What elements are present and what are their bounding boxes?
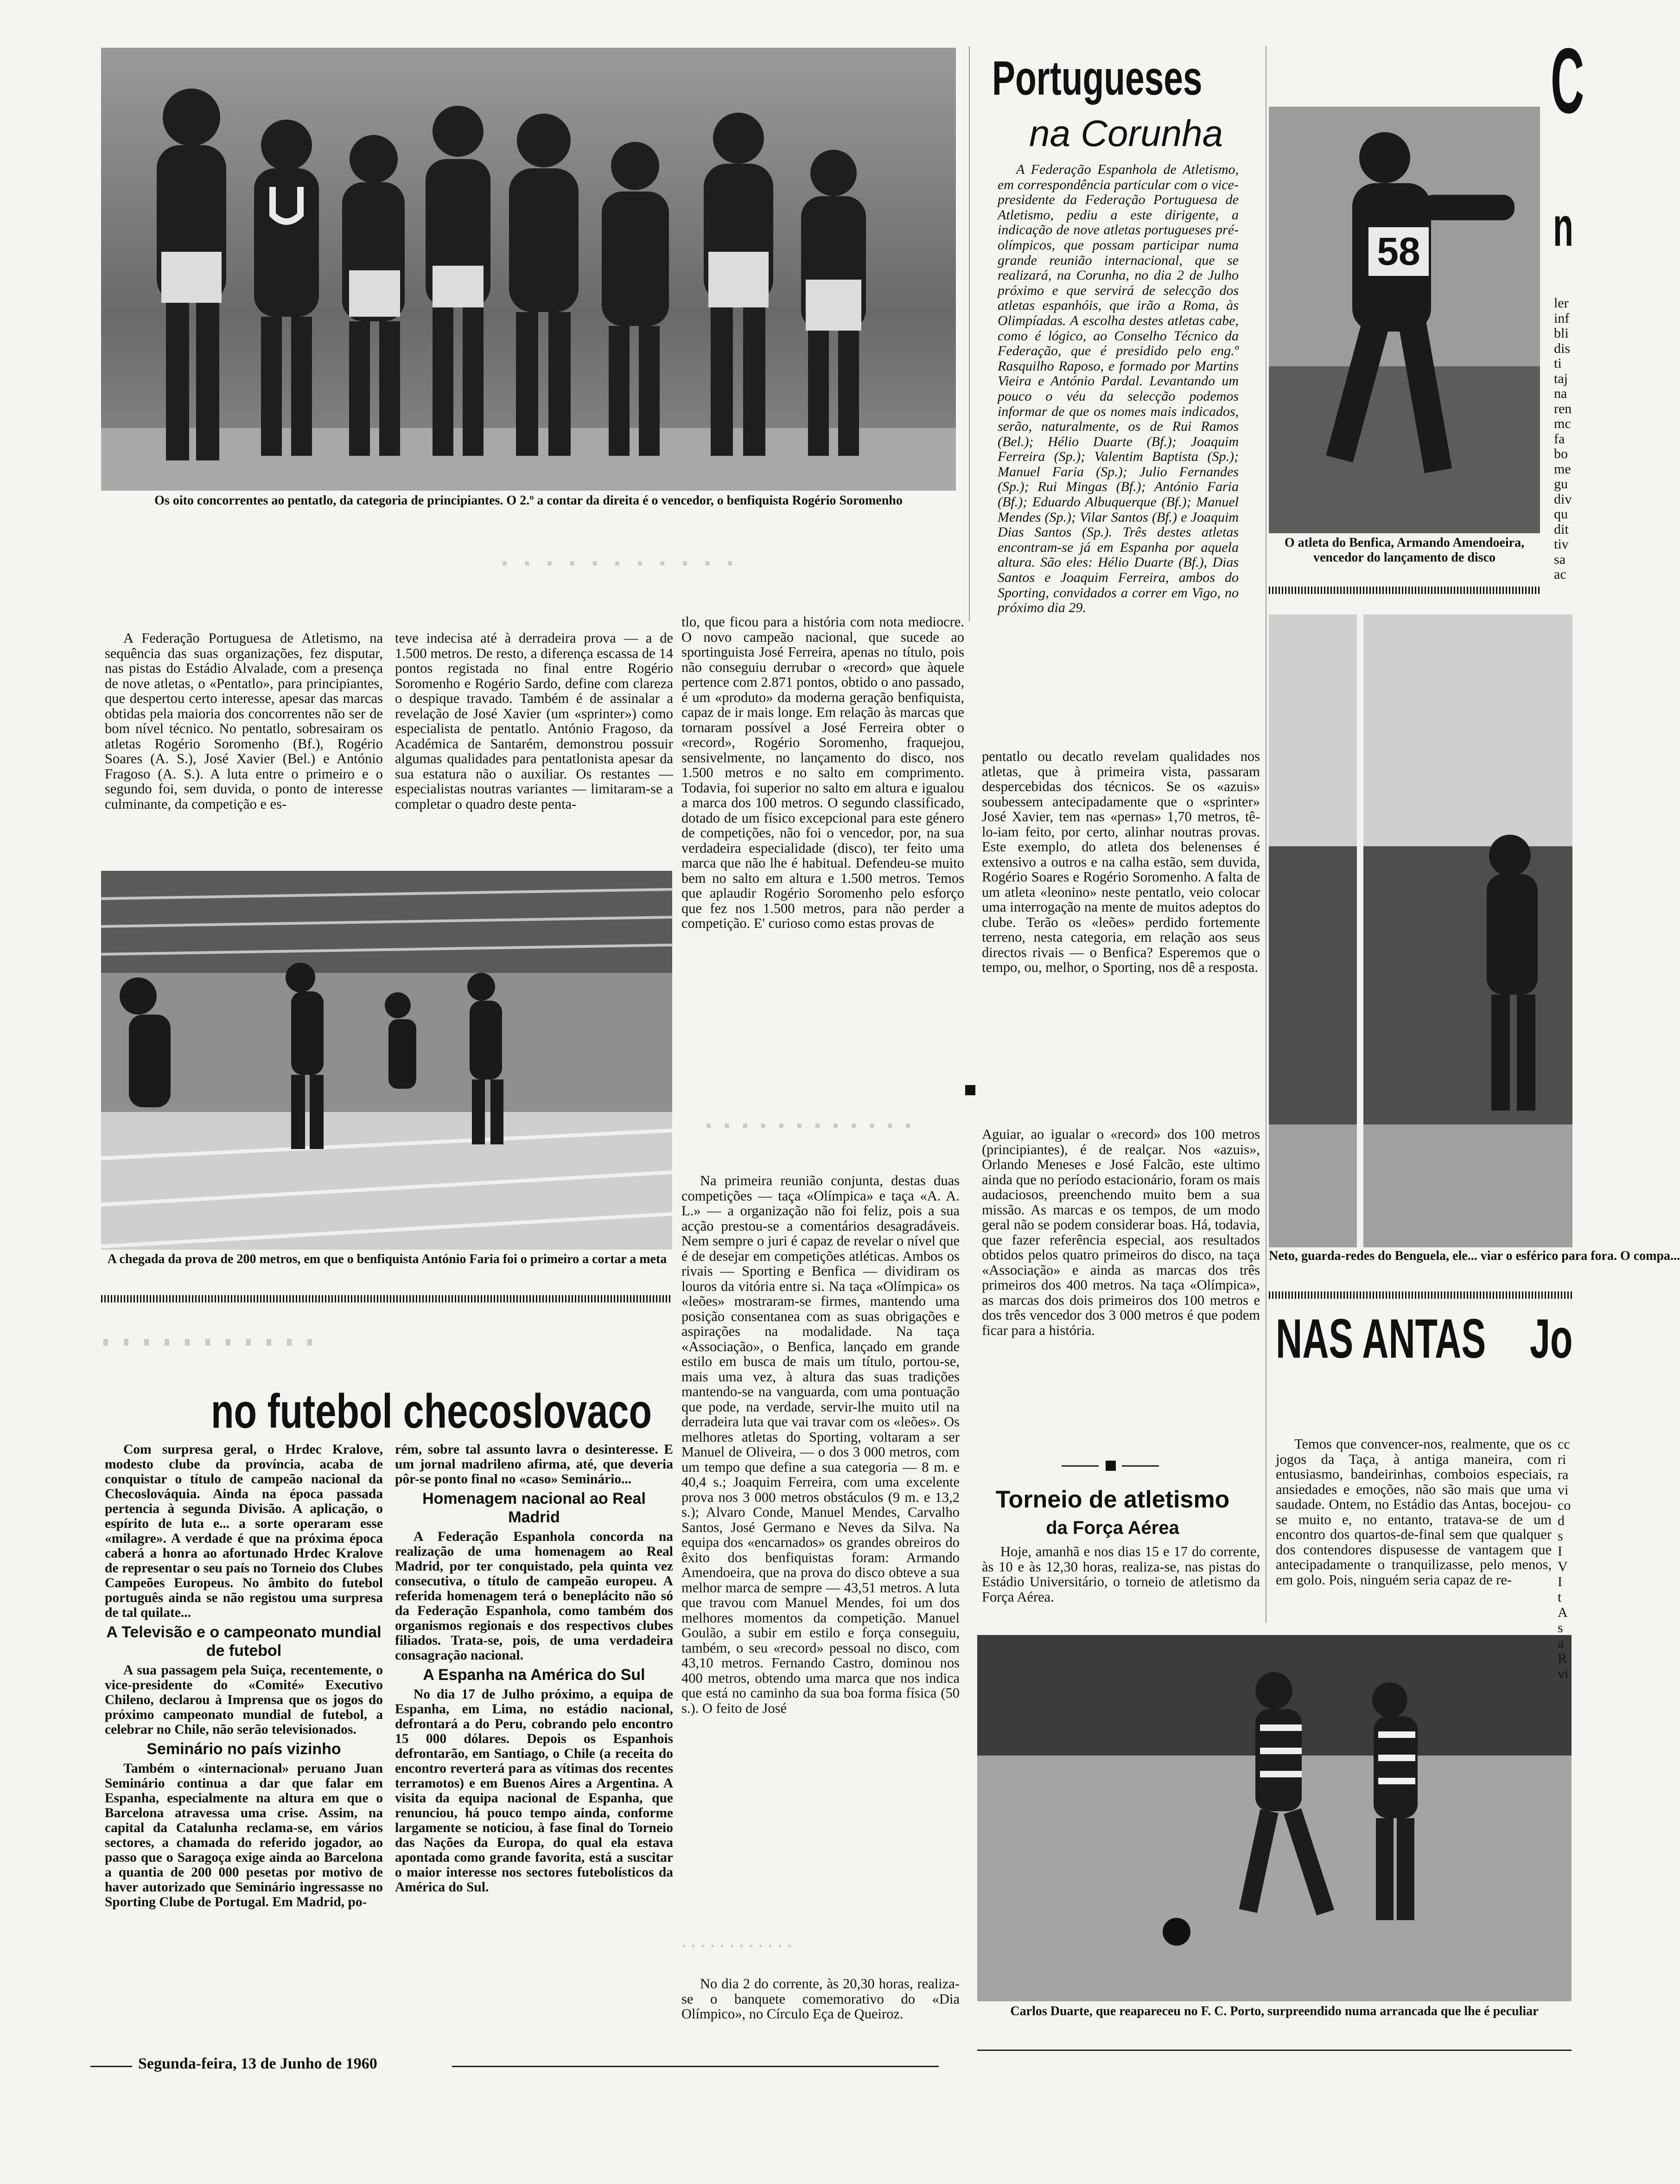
seminario-cont: rém, sobre tal assunto lavra o desinteresse. E um jornal madrileno afirma, até, que deveria pôr-se ponto final no «caso» Seminário...: [395, 1442, 673, 1487]
race-photo: [101, 871, 672, 1250]
portugueses-title: Portugueses: [992, 51, 1203, 105]
pentatlo-col3: tlo, que ficou para a história com nota mediocre. O novo campeão nacional, que sucede ao sportinguista José Ferreira, apenas no título, pois não conseguiu derrubar o «record» que àquele pertence com 2.871 pontos, obtido o ano passado, é um «produto» da moderna geração benfiquista, capaz de ir mais longe. Em relação às marcas que tornaram possível a José Ferreira obter o «record», Rogério Soromenho, fraquejou, sensivelmente, no lançamento do disco, nos 1.500 metros e no salto em comprimento. Todavia, foi superior no salto em altura e igualou a marca dos 100 metros. O segundo classificado, dotado de um físico excepcional para este género de competições, não foi o vencedor, por, na sua verdadeira especialidade (disco), ter feito uma marca que não lhe é habitual. Defendeu-se muito bem no salto em altura e 1.500 metros. Temos que aplaudir Rogério Soromenho pelo esforço que fez nos 1.500 metros, para não perder a competição. E' curioso como estas provas de: [681, 614, 964, 931]
bottom-right-rule: [977, 2050, 1572, 2051]
antas-body: Temos que convencer-nos, realmente, que os jogos da Taça, à antiga maneira, com entusiasmo, bandeirinhas, comboios especiais, ansiedades e emoções, não são mais que uma saudade. Ontem, no Estádio das Antas, bocejou-se muito e, no entanto, tratava-se de um encontro dos quartos-de-final sem que qualquer dos contendores dispusesse de vantagem que antecipadamente o tranquilizasse, pelo menos, em golo. Pois, ninguém seria capaz de re-: [1276, 1436, 1552, 1588]
tv-body: A sua passagem pela Suiça, recentemente, o vice-presidente do «Comité» Executivo Chileno, declarou à Imprensa que os jogos do próximo campeonato mundial de futebol, a celebrar no Chile, não serão televisionados.: [105, 1663, 383, 1737]
separator-line-2a: [1062, 1465, 1099, 1467]
seminario-body: Também o «internacional» peruano Juan Seminário continua a dar que falar em Espanha, especialmente na altura em que o Barcelona atravessa uma crise. Assim, na capital da Catalunha reclama-se, em vários sectores, a chamada do referido jogador, ao passo que o Saragoça exige ainda ao Barcelona a quantia de 200 000 pesetas por motivo de haver autorizado que Seminário ingressasse no Sporting Clube de Portugal. Em Madrid, po-: [105, 1761, 383, 1909]
tv-subhead: A Televisão e o campeonato mundial de futebol: [106, 1623, 382, 1660]
pentatlo-photo: [101, 48, 956, 491]
divider-barcode-right2: [1269, 1291, 1572, 1299]
separator-square-1: [965, 1085, 975, 1095]
goalkeeper-photo-image: [1269, 614, 1572, 1247]
faded-line-olimpico: · · · · · · · · · · · ·: [681, 1937, 793, 1955]
porto-photo-caption: Carlos Duarte, que reapareceu no F. C. Porto, surpreendido numa arrancada que lhe é peculiar: [1010, 2004, 1539, 2018]
portugueses-subtitle: na Corunha: [1029, 113, 1223, 154]
pentatlo-col1: A Federação Portuguesa de Atletismo, na sequência das suas organizações, fez disputar, nas pistas do Estádio Alvalade, com a presença de nove atletas, o «Pentatlo», para principiantes, que despertou certo interesse, apesar das marcas obtidas pela maioria dos concorrentes não ser de bom nível técnico. No pentatlo, sobresairam os atletas Rogério Soromenho (Bf.), Rogério Soares (A. S.), José Xavier (Bel.) e António Fragoso (A. S.). A luta entre o primeiro e o segundo foi, sem duvida, o ponto de interesse culminante, da competição e es-: [105, 630, 383, 812]
date-line: Segunda-feira, 13 de Junho de 1960: [138, 2055, 377, 2072]
antas-title: NAS ANTAS: [1276, 1308, 1486, 1370]
olimpico-body: No dia 2 do corrente, às 20,30 horas, realiza-se o banquete comemorativo do «Dia Olímpico», no Círculo Eça de Queiroz.: [681, 1976, 960, 2022]
goalkeeper-photo-caption: Neto, guarda-redes do Benguela, ele... viar o esférico para fora. O compa...: [1269, 1249, 1680, 1263]
pentatlo-col4: pentatlo ou decatlo revelam qualidades nos atletas, que à primeira vista, passaram despercebidas dos técnicos. Se os «azuis» soubessem antecipadamente que o «sprinter» José Xavier, tem nas «pernas» 1,70 metros, tê-lo-iam feito, por certo, alinhar noutras provas. Este exemplo, do atleta dos belenenses é extensivo a outros e na calha estão, sem duvida, Rogério Soares e Rogério Soromenho. A falta de um atleta «leonino» neste pentatlo, veio colocar uma interrogação na mente de muitos adeptos do clube. Terão os «leões» perdido fortemente terreno, nesta categoria, em relação aos seus directos rivais — o Benfica? Esperemos que o tempo, ou, melhor, o Sporting, nos dê a resposta.: [982, 748, 1260, 975]
divider-barcode-right1: [1269, 587, 1540, 594]
torneio-body: Hoje, amanhã e nos dias 15 e 17 do corrente, às 10 e às 12,30 horas, realiza-se, nas pistas do Estádio Universitário, o torneio de atletismo da Força Aérea.: [982, 1544, 1260, 1605]
faded-headline-2: · · · · · · · · · · ·: [101, 1317, 316, 1367]
discus-photo-image: [1269, 107, 1540, 533]
homenagem-subhead: Homenagem nacional ao Real Madrid: [422, 1490, 646, 1526]
faded-headline-1: · · · · · · · · · · ·: [501, 548, 738, 579]
divider-barcode-left: [101, 1295, 672, 1303]
torneio-title: Torneio de atletismo: [995, 1486, 1230, 1513]
seminario-subhead: Seminário no país vizinho: [146, 1740, 341, 1758]
antas-title-cut: Jo: [1530, 1308, 1573, 1370]
date-rule-left: [90, 2066, 132, 2067]
date-rule-right: [452, 2066, 939, 2067]
discus-photo: [1269, 107, 1540, 533]
right-edge-fragments-2: cc ri ra vi co d s I V I t A s a R vi: [1558, 1437, 1571, 1681]
separator-line-2b: [1122, 1465, 1159, 1467]
right-edge-fragments-1: ler inf bli dis ti taj na ren mc fa bo me gu div qu dit tiv sa ac: [1554, 295, 1572, 582]
portugueses-body: A Federação Espanhola de Atletismo, em correspondência particular com o vice-presidente da Federação Portuguesa de Atletismo, pediu a este dirigente, a indicação de nove atletas portugueses pré-olímpicos, que possam participar numa grande reunião internacional, que se realizará, na Corunha, no dia 2 de Julho próximo e que servirá de selecção dos atletas espanhóis, que irão a Roma, às Olimpíadas. A escolha destes atletas cabe, como é lógico, ao Conselho Técnico da Federação, que é presidido pelo eng.º Rasquilho Raposo, e formado por Martins Vieira e António Pardal. Levantando um pouco o véu da selecção podemos informar de que os nomes mais indicados, serão, naturalmente, os de Rui Ramos (Bel.); Hélio Duarte (Bf.); Joaquim Ferreira (Sp.); Valentim Baptista (Sp.); Manuel Faria (Sp.); Julio Fernandes (Sp.); Rui Mingas (Bf.); António Faria (Bf.); Eduardo Albuquerque (Bf.); Manuel Mendes (Sp.); Vilar Santos (Bf.) e Joaquim Dias Santos (Sp.). Três destes atletas encontram-se já em Espanha por aquela altura. São eles: Hélio Duarte (Bf.), Dias Santos e Joaquim Ferreira, ambos do Sporting, convidados a correr em Vigo, no próximo dia 29.: [998, 162, 1239, 616]
athletes-photo-image: [101, 48, 956, 491]
checoslovaco-col2: [395, 1442, 673, 2045]
race-photo-caption: A chegada da prova de 200 metros, em que o benfiquista António Faria foi o primeiro a cortar a meta: [107, 1252, 667, 1266]
checoslovaco-intro: Com surpresa geral, o Hrdec Kralove, modesto clube da província, acaba de conquistar o título de campeão nacional da Checoslováquia. Ainda na época passada pertencia à segunda Divisão. A aplicação, o espírito de luta e... a sorte operaram esse «milagre». A verdade é que na próxima época caberá a honra ao afortunado Hrdec Kralove de representar o seu país no Torneio dos Clubes Campeões Europeus. No âmbito do futebol português ainda se não registou uma surpresa de tal quilate...: [105, 1442, 383, 1620]
torneio-subtitle: da Força Aérea: [1046, 1518, 1179, 1538]
porto-photo-image: [977, 1635, 1572, 2001]
checoslovaco-col1: [105, 1442, 383, 2045]
race-photo-image: [101, 871, 672, 1250]
faded-headline-3: · · · · · · · · · · · ·: [705, 1109, 914, 1142]
pentatlo-col2: teve indecisa até à derradeira prova — a de 1.500 metros. De resto, a diferença escassa de 14 pontos registada no final entre Rogério Soromenho e Rogério Sardo, define com clareza o despique travado. Também é de assinalar a revelação de José Xavier (um «sprinter») como especialista de pentatlo. António Fragoso, da Académica de Santarém, demonstrou possuir algumas qualidades para pentatlonista apesar da sua estatura não o auxiliar. Os restantes — especialistas noutras variantes — limitaram-se a completar o quadro deste penta-: [395, 630, 673, 812]
homenagem-body: A Federação Espanhola concorda na realização de uma homenagem ao Real Madrid, por ter conquistado, pela quinta vez consecutiva, o título de campeão europeu. A referida homenagem terá o beneplácito não só da Federação Espanhola, como também dos organismos regionais e dos respectivos clubes filiados. Trata-se, pois, de uma verdadeira consagração nacional.: [395, 1529, 673, 1663]
pentatlo-photo-caption: Os oito concorrentes ao pentatlo, da categoria de principiantes. O 2.º a contar da direita é o vencedor, o benfiquista Rogério Soromenho: [154, 493, 903, 508]
bib-number: 58: [1377, 230, 1420, 273]
checoslovaco-title: no futebol checoslovaco: [211, 1385, 652, 1438]
right-edge-big-letter: C: [1551, 29, 1585, 133]
separator-square-2: [1106, 1461, 1116, 1471]
america-body: No dia 17 de Julho próximo, a equipa de Espanha, em Lima, no estádio nacional, defrontará a do Peru, cobrando pelo encontro 15 000 dólares. Depois os Espanhois defrontarão, em Santiago, o Chile (a receita do encontro reverterá para as vítimas dos recentes terramotos) e em Buenos Aires a Argentina. A visita da equipa nacional de Espanha, que renunciou, há pouco tempo ainda, conforme largamente se noticiou, à fase final do Torneio das Nações da Europa, do qual ela estava apontada como grande favorita, está a suscitar o maior interesse nos sectores futebolísticos da América do Sul.: [395, 1687, 673, 1895]
column-rule-1: [969, 46, 970, 621]
discus-photo-caption: O atleta do Benfica, Armando Amendoeira, vencedor do lançamento de disco: [1284, 536, 1525, 565]
reuniao-col2: Aguiar, ao igualar o «record» dos 100 metros (principiantes), é de realçar. Nos «azuis», Orlando Meneses e José Falcão, este ultimo ainda que no período estacionário, foram os mais audaciosos, preenchendo muito bem a sua missão. As marcas e os tempos, de um modo geral não se podem considerar boas. Há, todavia, que fazer referência especial, aos resultados obtidos pelos quatro primeiros do disco, na taça «Associação» e ainda as marcas dos três primeiros dos 400 metros. Na taça «Olímpica», as marcas dos dois primeiros dos 100 metros e dos três vencedor dos 3 000 metros é que podem ficar para a história.: [982, 1126, 1260, 1338]
porto-photo: [977, 1635, 1572, 2001]
reuniao-col1: Na primeira reunião conjunta, destas duas competições — taça «Olímpica» e taça «A. A. L.» — a organização não foi feliz, pois a sua acção prestou-se a comentários desagradáveis. Nem sempre o juri é capaz de revelar o nível que é de desejar em competições atléticas. Ambos os rivais — Sporting e Benfica — dividiram os louros da vitória entre si. Na taça «Olímpica» os «leões» mostraram-se firmes, mantendo uma posição consentanea com as suas obrigações e aspirações na modalidade. Na taça «Associação», o Benfica, lançado em grande estilo em busca de mais um título, portou-se, mais uma vez, à altura das suas tradições mantendo-se na vanguarda, com uma pontuação que pode, na verdade, servir-lhe muito util na derradeira luta que vai travar com os «leões». Os melhores atletas do Sporting, voltaram a ser Manuel de Oliveira, — o dos 3 000 metros, com um tempo que define a sua categoria — 8 m. e 40,4 s.; Joaquim Ferreira, com uma excelente prova nos 3 000 metros obstáculos (9 m. e 13,2 s.); Alvaro Conde, Manuel Mendes, Carvalho Santos, José Germano e Neves da Silva. Na equipa dos «encarnados» os grandes obreiros do êxito dos benfiquistas foram: Armando Amendoeira, que na prova do disco obteve a sua melhor marca de sempre — 43,51 metros. A luta que travou com Manuel Mendes, foi um dos melhores momentos da competição. Manuel Goulão, a subir em estilo e força conseguiu, também, o seu «record» pessoal no disco, com 43,10 metros. Fernando Castro, dominou nos 400 metros, obtendo uma marca que nos indica que está no caminho da sua boa forma física (50 s.). O feito de José: [681, 1173, 960, 1716]
right-edge-letter-n: n: [1553, 196, 1573, 258]
america-subhead: A Espanha na América do Sul: [423, 1666, 645, 1684]
goalkeeper-photo: [1269, 614, 1572, 1247]
